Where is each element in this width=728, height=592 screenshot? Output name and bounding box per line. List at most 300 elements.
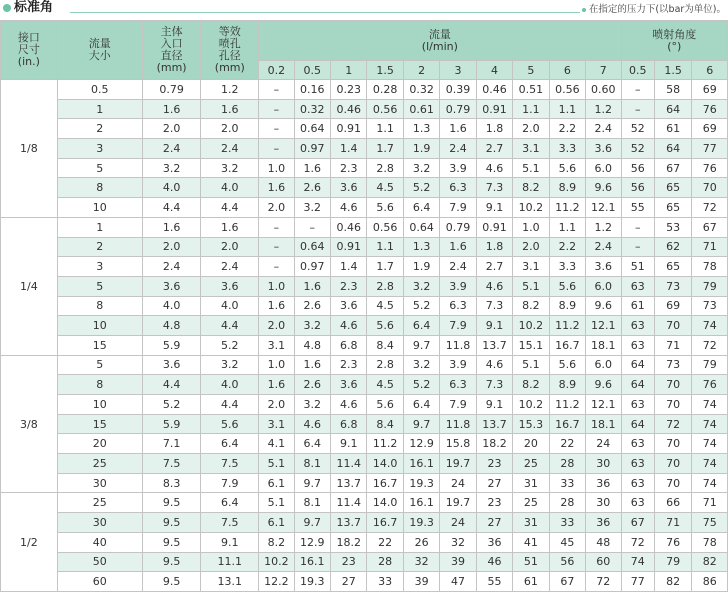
- angle-group-unit: (°): [667, 39, 682, 53]
- orifice-cell: 7.5: [201, 454, 259, 474]
- flow-cell: 0.91: [476, 217, 512, 237]
- flow-cell: 1.8: [476, 237, 512, 257]
- inlet-diameter-cell: 2.0: [142, 237, 201, 257]
- note-bullet-icon: [582, 8, 586, 12]
- flow-cell: 5.6: [367, 395, 403, 415]
- flow-cell: 11.8: [440, 414, 476, 434]
- flow-cell: 8.2: [513, 375, 549, 395]
- angle-cell: 63: [621, 335, 654, 355]
- col-inlet-diameter: 主体 入口 直径 (mm): [142, 21, 201, 80]
- page-title: 标准角: [14, 0, 54, 15]
- flow-cell: 12.9: [403, 434, 439, 454]
- flow-pressure-header: 0.2: [259, 61, 294, 80]
- table-row: [1, 473, 728, 493]
- orifice-cell: 4.0: [201, 296, 259, 316]
- flow-cell: 1.1: [367, 237, 403, 257]
- orifice-cell: 7.9: [201, 473, 259, 493]
- flow-cell: 10.2: [259, 552, 294, 572]
- table-row: [1, 532, 728, 552]
- flow-cell: 0.56: [367, 217, 403, 237]
- flow-cell: 11.2: [549, 198, 585, 218]
- flow-cell: 1.6: [440, 119, 476, 139]
- flow-cell: 1.7: [367, 139, 403, 159]
- flow-cell: 1.3: [403, 237, 439, 257]
- flow-cell: 8.9: [549, 178, 585, 198]
- table-row: [1, 454, 728, 474]
- angle-cell: 61: [654, 119, 691, 139]
- orifice-cell: 2.0: [201, 119, 259, 139]
- angle-cell: 74: [692, 414, 728, 434]
- flow-cell: 3.1: [259, 335, 294, 355]
- flow-cell: 31: [513, 473, 549, 493]
- flow-cell: 3.2: [294, 316, 330, 336]
- flow-cell: 8.4: [367, 335, 403, 355]
- flow-pressure-header: 4: [476, 61, 512, 80]
- table-row: [1, 139, 728, 159]
- inlet-diameter-cell: 0.79: [142, 80, 201, 100]
- angle-cell: 62: [654, 237, 691, 257]
- flow-cell: 7.3: [476, 375, 512, 395]
- orifice-cell: 6.4: [201, 493, 259, 513]
- angle-cell: 72: [621, 532, 654, 552]
- inlet-diameter-cell: 2.4: [142, 257, 201, 277]
- angle-cell: 64: [621, 375, 654, 395]
- flow-cell: 41: [513, 532, 549, 552]
- capacity-cell: 25: [57, 454, 142, 474]
- col-group-flow: [259, 21, 621, 61]
- flow-cell: 0.16: [294, 80, 330, 100]
- flow-cell: 1.9: [403, 139, 439, 159]
- flow-cell: 9.1: [476, 198, 512, 218]
- flow-cell: 0.23: [331, 80, 367, 100]
- flow-cell: 8.2: [513, 178, 549, 198]
- flow-group-label: 流量: [428, 27, 451, 41]
- flow-cell: 2.7: [476, 257, 512, 277]
- table-row: [1, 395, 728, 415]
- flow-cell: 9.7: [294, 473, 330, 493]
- flow-cell: 2.3: [331, 158, 367, 178]
- inlet-diameter-cell: 5.9: [142, 335, 201, 355]
- flow-cell: 1.6: [294, 276, 330, 296]
- flow-cell: 19.3: [294, 572, 330, 592]
- capacity-cell: 15: [57, 414, 142, 434]
- flow-cell: 13.7: [476, 335, 512, 355]
- col-equiv-orifice: 等效 喷孔 孔径 (mm): [201, 21, 259, 80]
- table-row: [1, 178, 728, 198]
- flow-cell: 0.61: [403, 99, 439, 119]
- flow-cell: 23: [476, 493, 512, 513]
- flow-cell: 3.2: [403, 355, 439, 375]
- flow-cell: 1.1: [367, 119, 403, 139]
- table-row: [1, 316, 728, 336]
- flow-cell: 8.9: [549, 375, 585, 395]
- flow-cell: 3.9: [440, 355, 476, 375]
- capacity-cell: 2: [57, 237, 142, 257]
- flow-cell: 5.6: [549, 158, 585, 178]
- inlet-diameter-cell: 4.4: [142, 375, 201, 395]
- inlet-diameter-cell: 4.0: [142, 178, 201, 198]
- angle-cell: 78: [692, 532, 728, 552]
- flow-cell: 36: [586, 513, 621, 533]
- flow-cell: 11.4: [331, 493, 367, 513]
- flow-cell: 3.6: [331, 296, 367, 316]
- inlet-diameter-cell: 9.5: [142, 493, 201, 513]
- flow-cell: 7.9: [440, 316, 476, 336]
- capacity-cell: 20: [57, 434, 142, 454]
- inlet-diameter-cell: 9.5: [142, 552, 201, 572]
- angle-cell: 74: [692, 395, 728, 415]
- flow-cell: 5.1: [259, 493, 294, 513]
- flow-cell: 18.1: [586, 414, 621, 434]
- orifice-cell: 3.2: [201, 158, 259, 178]
- angle-cell: 72: [692, 198, 728, 218]
- flow-cell: 4.8: [294, 335, 330, 355]
- orifice-cell: 11.1: [201, 552, 259, 572]
- table-row: [1, 355, 728, 375]
- flow-cell: 56: [549, 552, 585, 572]
- inlet-diameter-cell: 3.6: [142, 276, 201, 296]
- flow-cell: 22: [549, 434, 585, 454]
- inlet-diameter-cell: 1.6: [142, 217, 201, 237]
- flow-cell: 5.1: [513, 276, 549, 296]
- flow-cell: 1.3: [403, 119, 439, 139]
- flow-cell: 45: [549, 532, 585, 552]
- flow-cell: 5.6: [367, 198, 403, 218]
- angle-cell: 56: [621, 178, 654, 198]
- flow-cell: 3.3: [549, 257, 585, 277]
- flow-cell: 36: [476, 532, 512, 552]
- flow-cell: 4.6: [476, 158, 512, 178]
- flow-cell: 33: [367, 572, 403, 592]
- flow-cell: 3.1: [513, 257, 549, 277]
- flow-cell: 16.7: [549, 335, 585, 355]
- flow-cell: 6.0: [586, 276, 621, 296]
- flow-cell: 3.1: [259, 414, 294, 434]
- flow-cell: 2.6: [294, 375, 330, 395]
- col-capacity-size: 流量 大小: [57, 21, 142, 80]
- angle-cell: 51: [621, 257, 654, 277]
- flow-cell: 0.28: [367, 80, 403, 100]
- flow-cell: 5.1: [259, 454, 294, 474]
- flow-cell: 16.7: [549, 414, 585, 434]
- flow-cell: 3.2: [294, 198, 330, 218]
- flow-cell: 4.6: [331, 395, 367, 415]
- table-row: [1, 493, 728, 513]
- orifice-cell: 1.6: [201, 99, 259, 119]
- col-port-size: 接口 尺寸 (in.): [1, 21, 58, 80]
- flow-cell: 9.6: [586, 375, 621, 395]
- flow-cell: 4.5: [367, 375, 403, 395]
- port-size-cell: 1/8: [1, 80, 58, 218]
- flow-cell: 6.4: [294, 434, 330, 454]
- table-body: [1, 80, 728, 592]
- angle-cell: 63: [621, 395, 654, 415]
- flow-cell: 0.97: [294, 139, 330, 159]
- capacity-cell: 25: [57, 493, 142, 513]
- flow-cell: 5.6: [549, 355, 585, 375]
- capacity-cell: 10: [57, 198, 142, 218]
- angle-pressure-header: 0.5: [621, 61, 654, 80]
- flow-cell: 18.2: [331, 532, 367, 552]
- flow-cell: 4.5: [367, 296, 403, 316]
- orifice-cell: 4.4: [201, 316, 259, 336]
- flow-cell: 1.4: [331, 139, 367, 159]
- inlet-diameter-cell: 9.5: [142, 532, 201, 552]
- inlet-diameter-cell: 1.6: [142, 99, 201, 119]
- flow-cell: 22: [367, 532, 403, 552]
- flow-cell: 5.2: [403, 296, 439, 316]
- inlet-diameter-cell: 5.2: [142, 395, 201, 415]
- flow-cell: 3.6: [586, 257, 621, 277]
- flow-group-unit: (l/min): [421, 39, 458, 53]
- table-row: [1, 198, 728, 218]
- capacity-cell: 0.5: [57, 80, 142, 100]
- inlet-diameter-cell: 9.5: [142, 572, 201, 592]
- flow-cell: 27: [331, 572, 367, 592]
- capacity-cell: 10: [57, 395, 142, 415]
- inlet-diameter-cell: 2.0: [142, 119, 201, 139]
- angle-cell: 75: [692, 513, 728, 533]
- angle-cell: 76: [692, 99, 728, 119]
- flow-cell: 16.1: [403, 493, 439, 513]
- flow-cell: 13.7: [476, 414, 512, 434]
- flow-cell: 27: [476, 513, 512, 533]
- flow-cell: 2.0: [513, 237, 549, 257]
- angle-group-label: 喷射角度: [652, 27, 697, 41]
- angle-cell: 73: [654, 276, 691, 296]
- angle-pressure-header: 1.5: [654, 61, 691, 80]
- flow-cell: 67: [549, 572, 585, 592]
- angle-cell: 76: [692, 158, 728, 178]
- flow-cell: 24: [440, 513, 476, 533]
- flow-cell: 46: [476, 552, 512, 572]
- flow-cell: 55: [476, 572, 512, 592]
- flow-cell: 24: [440, 473, 476, 493]
- flow-cell: 3.2: [294, 395, 330, 415]
- flow-cell: 0.32: [403, 80, 439, 100]
- bullet-icon: [3, 4, 11, 12]
- angle-cell: 79: [692, 355, 728, 375]
- flow-cell: 6.8: [331, 414, 367, 434]
- flow-pressure-header: 5: [513, 61, 549, 80]
- flow-cell: 7.9: [440, 395, 476, 415]
- table-row: [1, 80, 728, 100]
- flow-cell: 9.1: [476, 316, 512, 336]
- orifice-cell: 6.4: [201, 434, 259, 454]
- angle-cell: 78: [692, 257, 728, 277]
- capacity-cell: 50: [57, 552, 142, 572]
- flow-cell: 0.56: [549, 80, 585, 100]
- pressure-note: [582, 4, 726, 16]
- flow-cell: 1.1: [549, 217, 585, 237]
- inlet-diameter-cell: 3.6: [142, 355, 201, 375]
- flow-cell: 72: [586, 572, 621, 592]
- flow-cell: 9.7: [403, 335, 439, 355]
- flow-cell: 12.1: [586, 198, 621, 218]
- flow-cell: 8.1: [294, 454, 330, 474]
- flow-cell: 33: [549, 473, 585, 493]
- flow-cell: 1.0: [513, 217, 549, 237]
- angle-cell: 70: [692, 178, 728, 198]
- flow-pressure-header: 3: [440, 61, 476, 80]
- table-row: [1, 217, 728, 237]
- flow-pressure-header: 0.5: [294, 61, 330, 80]
- flow-cell: 10.2: [513, 316, 549, 336]
- flow-cell: 0.64: [403, 217, 439, 237]
- flow-cell: 12.9: [294, 532, 330, 552]
- flow-cell: 5.6: [367, 316, 403, 336]
- capacity-cell: 5: [57, 276, 142, 296]
- flow-cell: 28: [367, 552, 403, 572]
- flow-cell: 6.0: [586, 158, 621, 178]
- flow-cell: 1.6: [259, 296, 294, 316]
- inlet-diameter-cell: 4.4: [142, 198, 201, 218]
- angle-cell: 72: [692, 335, 728, 355]
- flow-cell: 6.3: [440, 296, 476, 316]
- flow-cell: 3.6: [331, 375, 367, 395]
- flow-cell: 32: [440, 532, 476, 552]
- flow-cell: 2.3: [331, 276, 367, 296]
- flow-cell: 2.0: [259, 316, 294, 336]
- flow-cell: 15.8: [440, 434, 476, 454]
- flow-pressure-header: 6: [549, 61, 585, 80]
- table-row: [1, 119, 728, 139]
- flow-pressure-header: 7: [586, 61, 621, 80]
- flow-cell: 39: [403, 572, 439, 592]
- angle-cell: 73: [654, 355, 691, 375]
- flow-cell: 0.91: [476, 99, 512, 119]
- flow-cell: 2.0: [513, 119, 549, 139]
- port-size-cell: 1/2: [1, 493, 58, 592]
- flow-cell: 6.3: [440, 178, 476, 198]
- flow-cell: 2.4: [440, 257, 476, 277]
- angle-cell: 67: [621, 513, 654, 533]
- flow-cell: 6.1: [259, 473, 294, 493]
- angle-cell: 55: [621, 198, 654, 218]
- flow-cell: 5.6: [549, 276, 585, 296]
- flow-cell: 3.3: [549, 139, 585, 159]
- orifice-cell: 9.1: [201, 532, 259, 552]
- spray-spec-table: [0, 20, 728, 592]
- flow-cell: 8.2: [259, 532, 294, 552]
- angle-cell: 63: [621, 316, 654, 336]
- flow-cell: 23: [476, 454, 512, 474]
- flow-cell: 1.6: [294, 158, 330, 178]
- angle-cell: 74: [621, 552, 654, 572]
- flow-cell: 3.6: [586, 139, 621, 159]
- flow-cell: 6.1: [259, 513, 294, 533]
- angle-cell: 70: [654, 316, 691, 336]
- flow-cell: 16.7: [367, 513, 403, 533]
- flow-cell: 28: [549, 454, 585, 474]
- flow-cell: –: [259, 257, 294, 277]
- inlet-diameter-cell: 4.0: [142, 296, 201, 316]
- angle-cell: 74: [692, 454, 728, 474]
- flow-cell: 9.1: [331, 434, 367, 454]
- orifice-cell: 2.4: [201, 139, 259, 159]
- angle-cell: 71: [692, 237, 728, 257]
- flow-cell: 9.7: [403, 414, 439, 434]
- flow-cell: 30: [586, 454, 621, 474]
- flow-cell: 0.39: [440, 80, 476, 100]
- orifice-cell: 13.1: [201, 572, 259, 592]
- angle-cell: 69: [654, 296, 691, 316]
- flow-cell: 2.4: [440, 139, 476, 159]
- angle-cell: 64: [654, 139, 691, 159]
- flow-cell: 1.6: [294, 355, 330, 375]
- flow-cell: 36: [586, 473, 621, 493]
- capacity-cell: 40: [57, 532, 142, 552]
- flow-cell: 8.2: [513, 296, 549, 316]
- angle-cell: 82: [692, 552, 728, 572]
- angle-cell: 65: [654, 178, 691, 198]
- flow-cell: 5.1: [513, 158, 549, 178]
- inlet-diameter-cell: 5.9: [142, 414, 201, 434]
- angle-cell: 63: [621, 473, 654, 493]
- table-row: [1, 158, 728, 178]
- flow-cell: 0.64: [294, 237, 330, 257]
- flow-cell: 12.2: [259, 572, 294, 592]
- angle-cell: 76: [692, 375, 728, 395]
- flow-cell: 1.6: [440, 237, 476, 257]
- flow-cell: 39: [440, 552, 476, 572]
- angle-cell: 76: [654, 532, 691, 552]
- angle-cell: 63: [621, 454, 654, 474]
- flow-cell: 2.6: [294, 178, 330, 198]
- angle-cell: 71: [692, 493, 728, 513]
- orifice-cell: 5.6: [201, 414, 259, 434]
- angle-cell: 66: [654, 493, 691, 513]
- flow-cell: 25: [513, 493, 549, 513]
- flow-cell: 8.1: [294, 493, 330, 513]
- angle-cell: 64: [654, 99, 691, 119]
- angle-cell: 64: [621, 414, 654, 434]
- capacity-cell: 3: [57, 257, 142, 277]
- flow-pressure-header: 1: [331, 61, 367, 80]
- angle-cell: 53: [654, 217, 691, 237]
- flow-cell: 32: [403, 552, 439, 572]
- flow-cell: 23: [331, 552, 367, 572]
- table-row: [1, 552, 728, 572]
- flow-cell: 2.2: [549, 119, 585, 139]
- flow-cell: 13.7: [331, 513, 367, 533]
- flow-cell: –: [259, 237, 294, 257]
- pressure-note-text: 在指定的压力下(以bar为单位)。: [588, 4, 726, 15]
- capacity-cell: 8: [57, 178, 142, 198]
- flow-cell: 48: [586, 532, 621, 552]
- flow-cell: 8.9: [549, 296, 585, 316]
- flow-cell: 11.2: [549, 395, 585, 415]
- orifice-cell: 2.4: [201, 257, 259, 277]
- angle-cell: –: [621, 237, 654, 257]
- capacity-cell: 1: [57, 217, 142, 237]
- angle-cell: 82: [654, 572, 691, 592]
- flow-cell: 5.2: [403, 178, 439, 198]
- flow-cell: 2.7: [476, 139, 512, 159]
- orifice-cell: 3.2: [201, 355, 259, 375]
- capacity-cell: 30: [57, 473, 142, 493]
- table-row: [1, 257, 728, 277]
- flow-cell: –: [259, 217, 294, 237]
- flow-cell: 6.4: [403, 395, 439, 415]
- flow-cell: 1.2: [586, 217, 621, 237]
- angle-cell: 70: [654, 395, 691, 415]
- flow-cell: 31: [513, 513, 549, 533]
- flow-cell: 0.46: [476, 80, 512, 100]
- flow-cell: 0.91: [331, 237, 367, 257]
- inlet-diameter-cell: 4.8: [142, 316, 201, 336]
- flow-cell: 6.4: [403, 198, 439, 218]
